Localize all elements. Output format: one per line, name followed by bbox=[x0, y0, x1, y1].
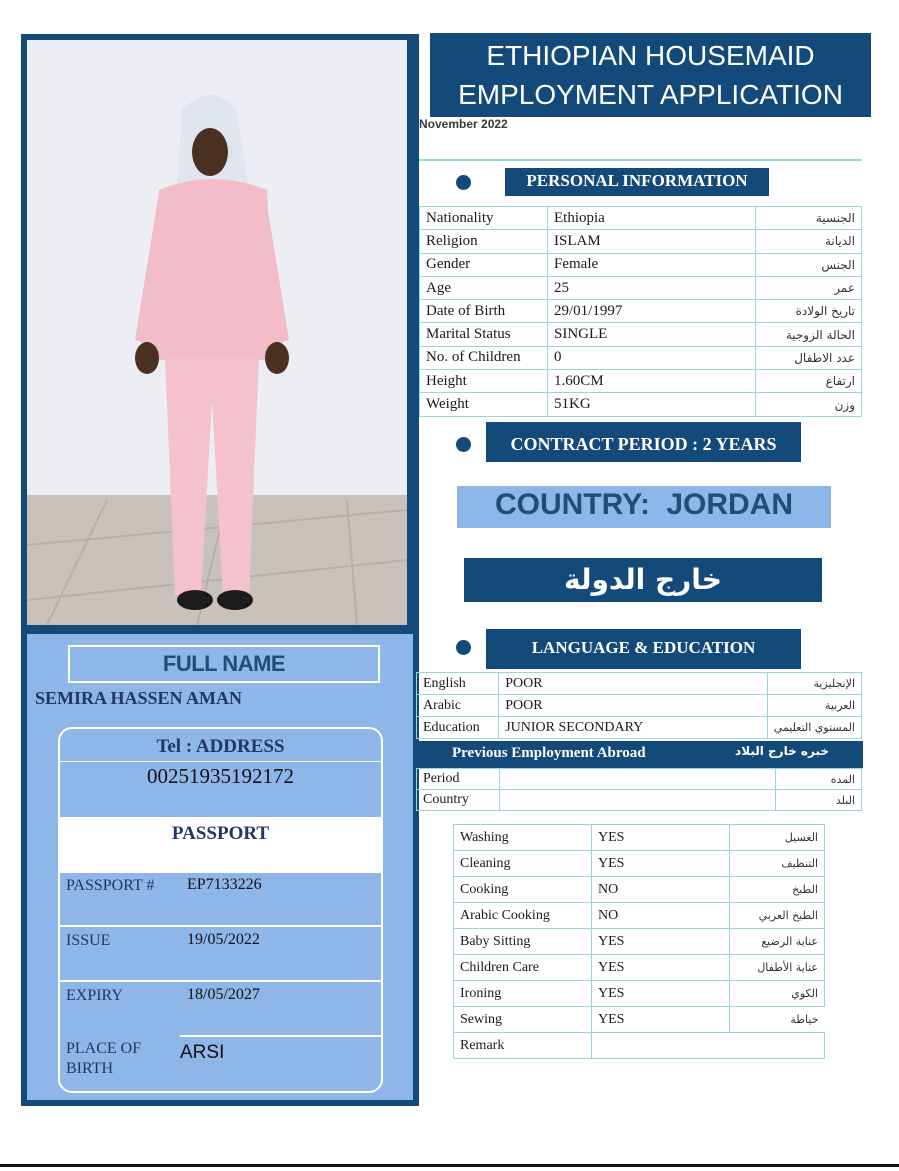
country-label: COUNTRY: JORDAN bbox=[457, 486, 831, 528]
row-label: No. of Children bbox=[420, 346, 548, 369]
personal-info-table bbox=[419, 206, 862, 417]
row-label: Arabic Cooking bbox=[454, 903, 592, 929]
row-value: SINGLE bbox=[548, 323, 756, 346]
table-row bbox=[417, 673, 862, 695]
row-label: Date of Birth bbox=[420, 300, 548, 323]
bullet-icon bbox=[456, 175, 471, 190]
row-value: 29/01/1997 bbox=[548, 300, 756, 323]
row-value: 51KG bbox=[548, 393, 756, 416]
row-arabic: البلد bbox=[776, 790, 862, 811]
row-value: YES bbox=[592, 1007, 730, 1033]
personal-info-heading: PERSONAL INFORMATION bbox=[505, 168, 769, 196]
divider bbox=[180, 1035, 381, 1037]
row-label: Gender bbox=[420, 253, 548, 276]
table-row bbox=[454, 955, 825, 981]
row-value: POOR bbox=[499, 695, 768, 717]
row-arabic: الحالة الزوجية bbox=[756, 323, 862, 346]
row-value: YES bbox=[592, 955, 730, 981]
previous-employment-heading bbox=[416, 741, 863, 768]
expiry-label: EXPIRY bbox=[66, 987, 123, 1004]
tel-value: 00251935192172 bbox=[60, 761, 381, 817]
row-label: Cooking bbox=[454, 877, 592, 903]
row-value: 0 bbox=[548, 346, 756, 369]
row-label: Sewing bbox=[454, 1007, 592, 1033]
row-arabic: العربية bbox=[767, 695, 861, 717]
table-row bbox=[417, 769, 862, 790]
contact-card bbox=[58, 727, 383, 1093]
row-arabic: المده bbox=[776, 769, 862, 790]
issue-date: 19/05/2022 bbox=[187, 931, 260, 948]
row-arabic: المستوي التعليمي bbox=[767, 717, 861, 739]
table-row bbox=[420, 207, 862, 230]
row-arabic: الغسيل bbox=[730, 825, 825, 851]
row-value: POOR bbox=[499, 673, 768, 695]
row-arabic: عمر bbox=[756, 276, 862, 299]
full-name-label: FULL NAME bbox=[68, 645, 380, 683]
table-row bbox=[420, 370, 862, 393]
row-arabic: عناية الأطفال bbox=[730, 955, 825, 981]
table-row bbox=[420, 346, 862, 369]
bullet-icon bbox=[456, 437, 471, 452]
tel-label: Tel : ADDRESS bbox=[156, 736, 285, 757]
passport-heading: PASSPORT bbox=[60, 817, 381, 873]
row-value: NO bbox=[592, 877, 730, 903]
row-label: Religion bbox=[420, 230, 548, 253]
table-row bbox=[454, 981, 825, 1007]
applicant-photo bbox=[27, 40, 407, 625]
row-label: Height bbox=[420, 370, 548, 393]
row-label: English bbox=[417, 673, 499, 695]
row-arabic: الكوي bbox=[730, 981, 825, 1007]
application-date: November 2022 bbox=[419, 117, 508, 131]
table-row bbox=[454, 929, 825, 955]
row-arabic: الجنسية bbox=[756, 207, 862, 230]
previous-employment-table bbox=[416, 768, 862, 811]
row-label: Ironing bbox=[454, 981, 592, 1007]
full-name-value: SEMIRA HASSEN AMAN bbox=[35, 688, 243, 708]
row-arabic: تاريخ الولادة bbox=[756, 300, 862, 323]
birth-place-value: ARSI bbox=[180, 1042, 225, 1063]
row-label: Children Care bbox=[454, 955, 592, 981]
table-row bbox=[420, 253, 862, 276]
table-row bbox=[417, 695, 862, 717]
row-arabic: خياطة bbox=[730, 1007, 825, 1033]
row-arabic: عناية الرضيع bbox=[730, 929, 825, 955]
row-label: Washing bbox=[454, 825, 592, 851]
row-value: NO bbox=[592, 903, 730, 929]
remark-row bbox=[454, 1033, 825, 1059]
divider bbox=[60, 980, 381, 982]
table-row bbox=[420, 276, 862, 299]
remark-label: Remark bbox=[454, 1033, 592, 1059]
row-value: YES bbox=[592, 981, 730, 1007]
page-title bbox=[430, 33, 871, 117]
divider bbox=[419, 159, 862, 161]
row-value bbox=[500, 769, 776, 790]
table-row bbox=[454, 1007, 825, 1033]
row-arabic: التنظيف bbox=[730, 851, 825, 877]
row-label: Weight bbox=[420, 393, 548, 416]
row-value: 1.60CM bbox=[548, 370, 756, 393]
skills-table bbox=[453, 824, 825, 1059]
row-value: JUNIOR SECONDARY bbox=[499, 717, 768, 739]
table-row bbox=[420, 323, 862, 346]
language-table bbox=[416, 672, 862, 739]
table-row bbox=[454, 903, 825, 929]
passport-number-value: EP7133226 bbox=[187, 876, 262, 893]
expiry-date: 18/05/2027 bbox=[187, 986, 260, 1003]
row-label: Marital Status bbox=[420, 323, 548, 346]
row-value: YES bbox=[592, 929, 730, 955]
contract-period: CONTRACT PERIOD : 2 YEARS bbox=[486, 422, 801, 462]
row-label: Arabic bbox=[417, 695, 499, 717]
row-label: Baby Sitting bbox=[454, 929, 592, 955]
row-value: Female bbox=[548, 253, 756, 276]
bottom-rule bbox=[0, 1164, 899, 1167]
bullet-icon bbox=[456, 640, 471, 655]
row-label: Period bbox=[417, 769, 500, 790]
table-row bbox=[417, 790, 862, 811]
table-row bbox=[454, 825, 825, 851]
row-label: Nationality bbox=[420, 207, 548, 230]
row-value bbox=[500, 790, 776, 811]
remark-value bbox=[592, 1033, 825, 1059]
row-arabic: الطبخ العربي bbox=[730, 903, 825, 929]
passport-number-label: PASSPORT # bbox=[66, 877, 155, 894]
title-line-1: ETHIOPIAN HOUSEMAID bbox=[486, 40, 815, 71]
previous-employment-title: Previous Employment Abroad bbox=[452, 745, 646, 761]
row-arabic: عدد الاطفال bbox=[756, 346, 862, 369]
previous-employment-title-arabic: خبره خارج البلاد bbox=[735, 744, 829, 758]
issue-label: ISSUE bbox=[66, 932, 111, 949]
row-label: Age bbox=[420, 276, 548, 299]
row-value: 25 bbox=[548, 276, 756, 299]
row-value: YES bbox=[592, 851, 730, 877]
table-row bbox=[420, 230, 862, 253]
row-arabic: الديانة bbox=[756, 230, 862, 253]
divider bbox=[60, 925, 381, 927]
row-arabic: الجنس bbox=[756, 253, 862, 276]
table-row bbox=[454, 877, 825, 903]
birth-place-label: PLACE OF BIRTH bbox=[66, 1040, 142, 1077]
row-label: Cleaning bbox=[454, 851, 592, 877]
language-education-heading: LANGUAGE & EDUCATION bbox=[486, 629, 801, 669]
row-label: Country bbox=[417, 790, 500, 811]
title-line-2: EMPLOYMENT APPLICATION bbox=[458, 79, 843, 110]
row-value: YES bbox=[592, 825, 730, 851]
table-row bbox=[417, 717, 862, 739]
table-row bbox=[420, 300, 862, 323]
row-arabic: الطبخ bbox=[730, 877, 825, 903]
row-arabic: ارتفاع bbox=[756, 370, 862, 393]
country-arabic-label: خارج الدولة bbox=[464, 558, 822, 602]
row-value: ISLAM bbox=[548, 230, 756, 253]
row-arabic: وزن bbox=[756, 393, 862, 416]
table-row bbox=[420, 393, 862, 416]
row-arabic: الإنجليزية bbox=[767, 673, 861, 695]
row-label: Education bbox=[417, 717, 499, 739]
table-row bbox=[454, 851, 825, 877]
row-value: Ethiopia bbox=[548, 207, 756, 230]
